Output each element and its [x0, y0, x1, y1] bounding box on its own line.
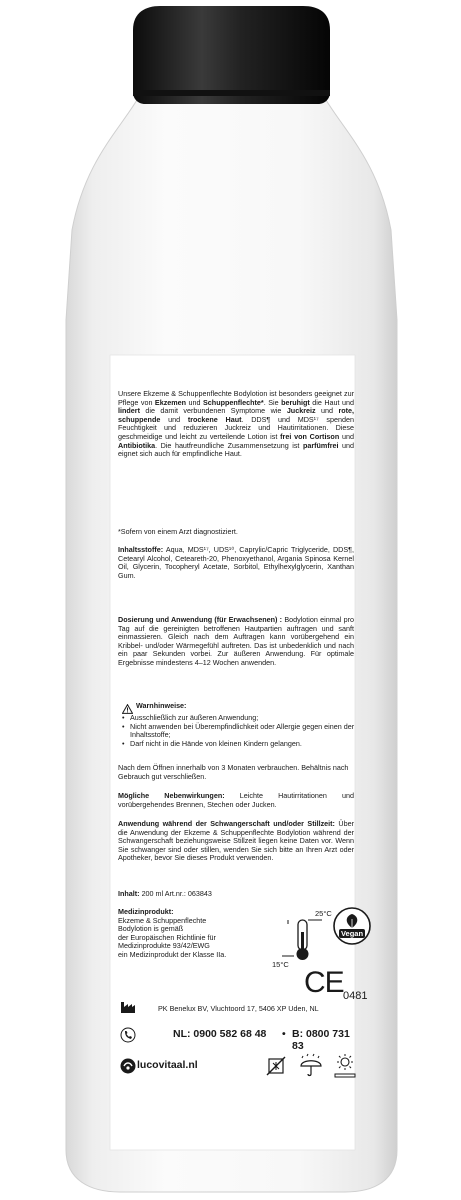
footnote: *Sofern von einem Arzt diagnostiziert.: [118, 527, 238, 536]
phone-be: B: 0800 731 83: [292, 1028, 350, 1052]
ce-mark: CE: [304, 966, 344, 999]
back-label: [118, 360, 368, 1140]
medical-label: Medizinprodukt:: [118, 907, 174, 916]
content-label: Inhalt:: [118, 889, 140, 898]
phone-icon: [120, 1027, 136, 1048]
manufacturer-factory-icon: [120, 1000, 136, 1019]
ce-number: 0481: [343, 990, 368, 1002]
vegan-leaf-icon: [332, 906, 372, 946]
warnings-list: [118, 714, 366, 748]
warnings-label: Warnhinweise:: [136, 701, 187, 710]
phone-separator: •: [282, 1028, 286, 1040]
manufacturer-address: PK Benelux BV, Vluchtoord 17, 5406 XP Uden, NL: [158, 1004, 319, 1013]
lucovitaal-logo-icon: [120, 1058, 136, 1079]
do-not-reuse-icon: [264, 1054, 288, 1083]
description-text: Unsere Ekzeme & Schuppenflechte Bodylotion ist besonders geeignet zur Pflege von Ekzemen und Schuppenflechte*. Sie beruhigt die Haut und lindert die damit verbundenen Symptome wie Juckreiz und rote, schuppende und trockene Haut. DDS¶ und MDS¹⁷ spenden Feuchtigkeit und reduzieren Juckreiz und Hautirritationen. Diese geschmeidige und leicht zu verteilende Lotion ist frei von Cortison und Antibiotika. Die hautfreundliche Zusammensetzung ist parfümfrei und eignet sich auch für empfindliche Haut.: [118, 389, 355, 459]
temp-max: 25°C: [315, 909, 332, 918]
warning-item: • Nicht anwenden bei Überempfindlichkeit oder Allergie gegen einen der Inhaltsstoffe;: [130, 723, 366, 740]
side-effects-text: Mögliche Nebenwirkungen: Leichte Hautirritationen und vorübergehendes Brennen, Stechen oder Jucken.: [118, 791, 355, 809]
warning-item: • Darf nicht in die Hände von kleinen Kindern gelangen.: [130, 740, 366, 749]
cap-ring: [133, 90, 330, 96]
bottle-cap: [133, 6, 330, 104]
opening-instructions: Nach dem Öffnen innerhalb von 3 Monaten verbrauchen. Behältnis nach Gebrauch gut verschließen.: [118, 763, 349, 781]
ingredients-text: Inhaltsstoffe: Aqua, MDS¹⁷, UDS¹⁰, Caprylic/Capric Triglyceride, DDS¶, Cetearyl Alcohol, Ceteareth-20, Phenoxyethanol, Argania Spinosa Kernel Oil, Glycerin, Tocopheryl Acetate, Sorbitol, Ethylhexylglycerin, Xanthan Gum.: [118, 545, 354, 580]
medical-device-text: Medizinprodukt: Ekzeme & Schuppenflechte Bodylotion is gemäß der Europäischen Richtlinie für Medizinprodukte 93/42/EWG ein Medizinprodukt der Klasse IIa.: [118, 907, 227, 959]
content-text: Inhalt: 200 ml Art.nr.: 063843: [118, 889, 212, 898]
pregnancy-text: Anwendung während der Schwangerschaft und/oder Stillzeit: Über die Anwendung der Ekzeme & Schuppenflechte Bodylotion während der Schwangerschaft beziehungsweise Stillzeit liegen keine Daten vor. Wenn Sie schwanger sind oder stillen, wenden Sie sich bitte an Ihren Arzt oder Apotheker, bevor Sie dieses Produkt verwenden.: [118, 819, 355, 863]
ingredients-label: Inhaltsstoffe:: [118, 545, 164, 554]
logo-text: lucovitaal.nl: [137, 1059, 198, 1071]
vegan-label: Vegan: [340, 929, 364, 938]
dosage-label: Dosierung und Anwendung (für Erwachsenen) :: [118, 615, 283, 624]
side-effects-label: Mögliche Nebenwirkungen:: [118, 791, 225, 800]
keep-dry-umbrella-icon: [298, 1052, 324, 1083]
keep-away-sunlight-icon: [332, 1052, 358, 1083]
phone-nl: NL: 0900 582 68 48: [173, 1028, 267, 1040]
temp-min: 15°C: [272, 960, 289, 969]
dosage-text: Dosierung und Anwendung (für Erwachsenen) : Bodylotion einmal pro Tag auf die gereinigten betroffenen Hautpartien auftragen und sanft einmassieren. Gleich nach dem Auftragen kann vorübergehend ein Kribbel- und/oder Wärmegefühl auftreten. Das ist unbedenklich und nach ein paar Sekunden vorbei. Zur äußeren Anwendung. Für optimale Ergebnisse mindestens 4–12 Wochen anwenden.: [118, 615, 355, 667]
pregnancy-label: Anwendung während der Schwangerschaft und/oder Stillzeit:: [118, 819, 335, 828]
warning-item: • Ausschließlich zur äußeren Anwendung;: [130, 714, 366, 723]
